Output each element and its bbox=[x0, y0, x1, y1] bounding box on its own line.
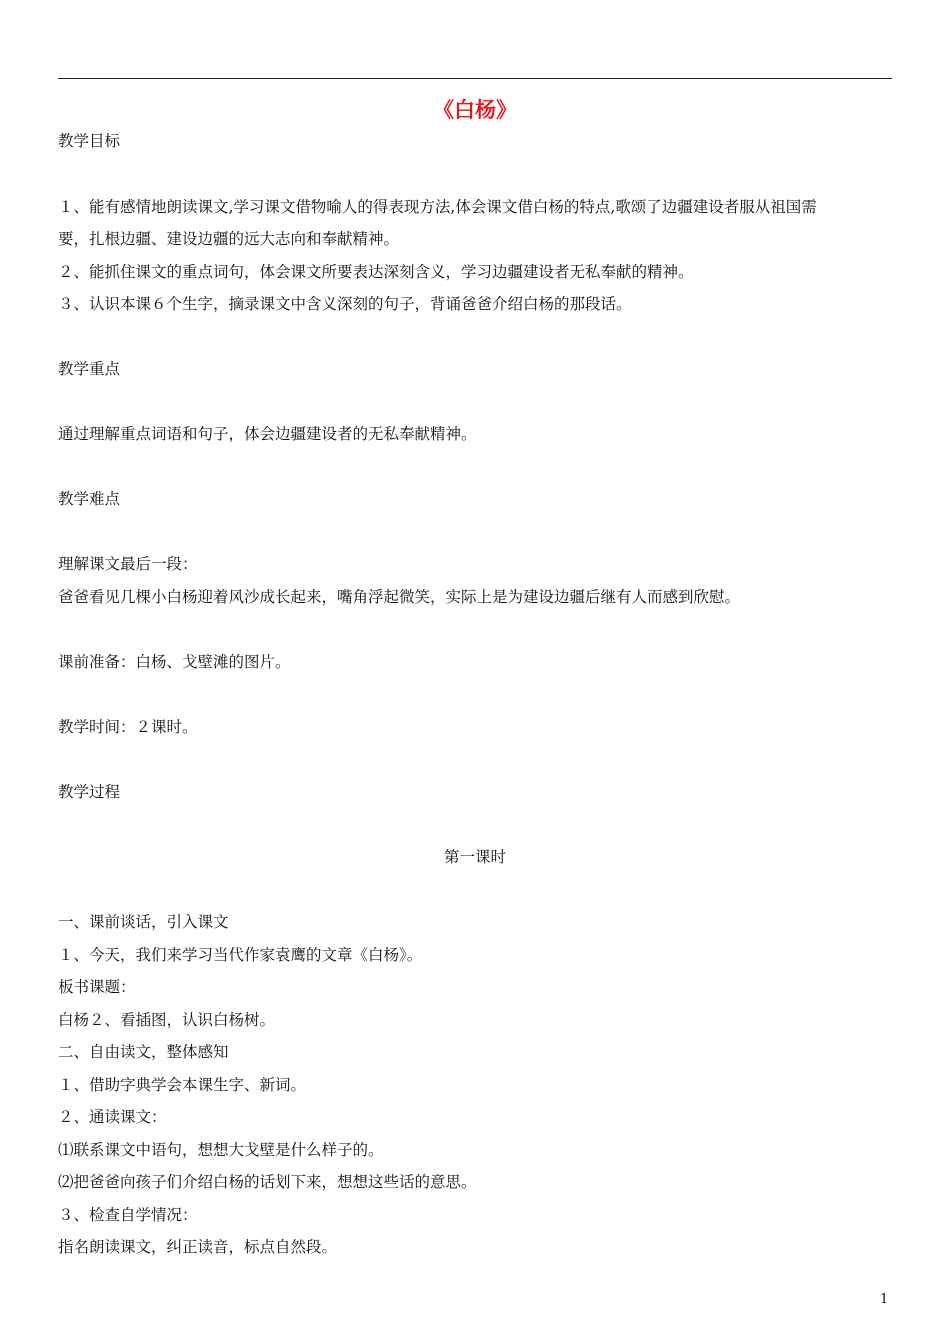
heading-key-points: 教学重点 bbox=[58, 360, 121, 378]
paragraph: 板书课题： bbox=[58, 978, 136, 996]
page-number: 1 bbox=[880, 1292, 889, 1307]
paragraph: ２、能抓住课文的重点词句，体会课文所要表达深刻含义，学习边疆建设者无私奉献的精神。 bbox=[58, 263, 694, 281]
document-title: 《白杨》 bbox=[433, 98, 517, 122]
paragraph: 一、课前谈话，引入课文 bbox=[58, 913, 229, 931]
paragraph: 指名朗读课文，纠正读音，标点自然段。 bbox=[58, 1238, 338, 1256]
paragraph: 通过理解重点词语和句子，体会边疆建设者的无私奉献精神。 bbox=[58, 425, 477, 443]
paragraph: １、借助字典学会本课生字、新词。 bbox=[58, 1076, 307, 1094]
heading-teaching-goals: 教学目标 bbox=[58, 132, 121, 150]
paragraph: 课前准备：白杨、戈壁滩的图片。 bbox=[58, 653, 291, 671]
paragraph: 爸爸看见几棵小白杨迎着风沙成长起来，嘴角浮起微笑，实际上是为建设边疆后继有人而感到欣慰。 bbox=[58, 588, 741, 606]
paragraph: ⑵把爸爸向孩子们介绍白杨的话划下来，想想这些话的意思。 bbox=[58, 1173, 477, 1191]
header-rule bbox=[58, 78, 892, 79]
paragraph: １、能有感情地朗读课文,学习课文借物喻人的得表现方法,体会课文借白杨的特点,歌颂了边疆建设者服从祖国需 bbox=[58, 198, 817, 216]
heading-process: 教学过程 bbox=[58, 783, 121, 801]
paragraph: ３、认识本课６个生字，摘录课文中含义深刻的句子，背诵爸爸介绍白杨的那段话。 bbox=[58, 295, 632, 313]
paragraph: １、今天，我们来学习当代作家袁鹰的文章《白杨》。 bbox=[58, 946, 423, 964]
paragraph: 教学时间：２课时。 bbox=[58, 718, 198, 736]
paragraph: 要，扎根边疆、建设边疆的远大志向和奉献精神。 bbox=[58, 230, 400, 248]
paragraph: ⑴联系课文中语句，想想大戈壁是什么样子的。 bbox=[58, 1141, 384, 1159]
paragraph: ３、检查自学情况： bbox=[58, 1206, 198, 1224]
paragraph: 白杨２、看插图，认识白杨树。 bbox=[58, 1011, 276, 1029]
heading-difficulties: 教学难点 bbox=[58, 490, 121, 508]
paragraph: ２、通读课文： bbox=[58, 1108, 167, 1126]
section-heading: 第一课时 bbox=[443, 848, 506, 866]
paragraph: 二、自由读文，整体感知 bbox=[58, 1043, 229, 1061]
paragraph: 理解课文最后一段： bbox=[58, 555, 198, 573]
